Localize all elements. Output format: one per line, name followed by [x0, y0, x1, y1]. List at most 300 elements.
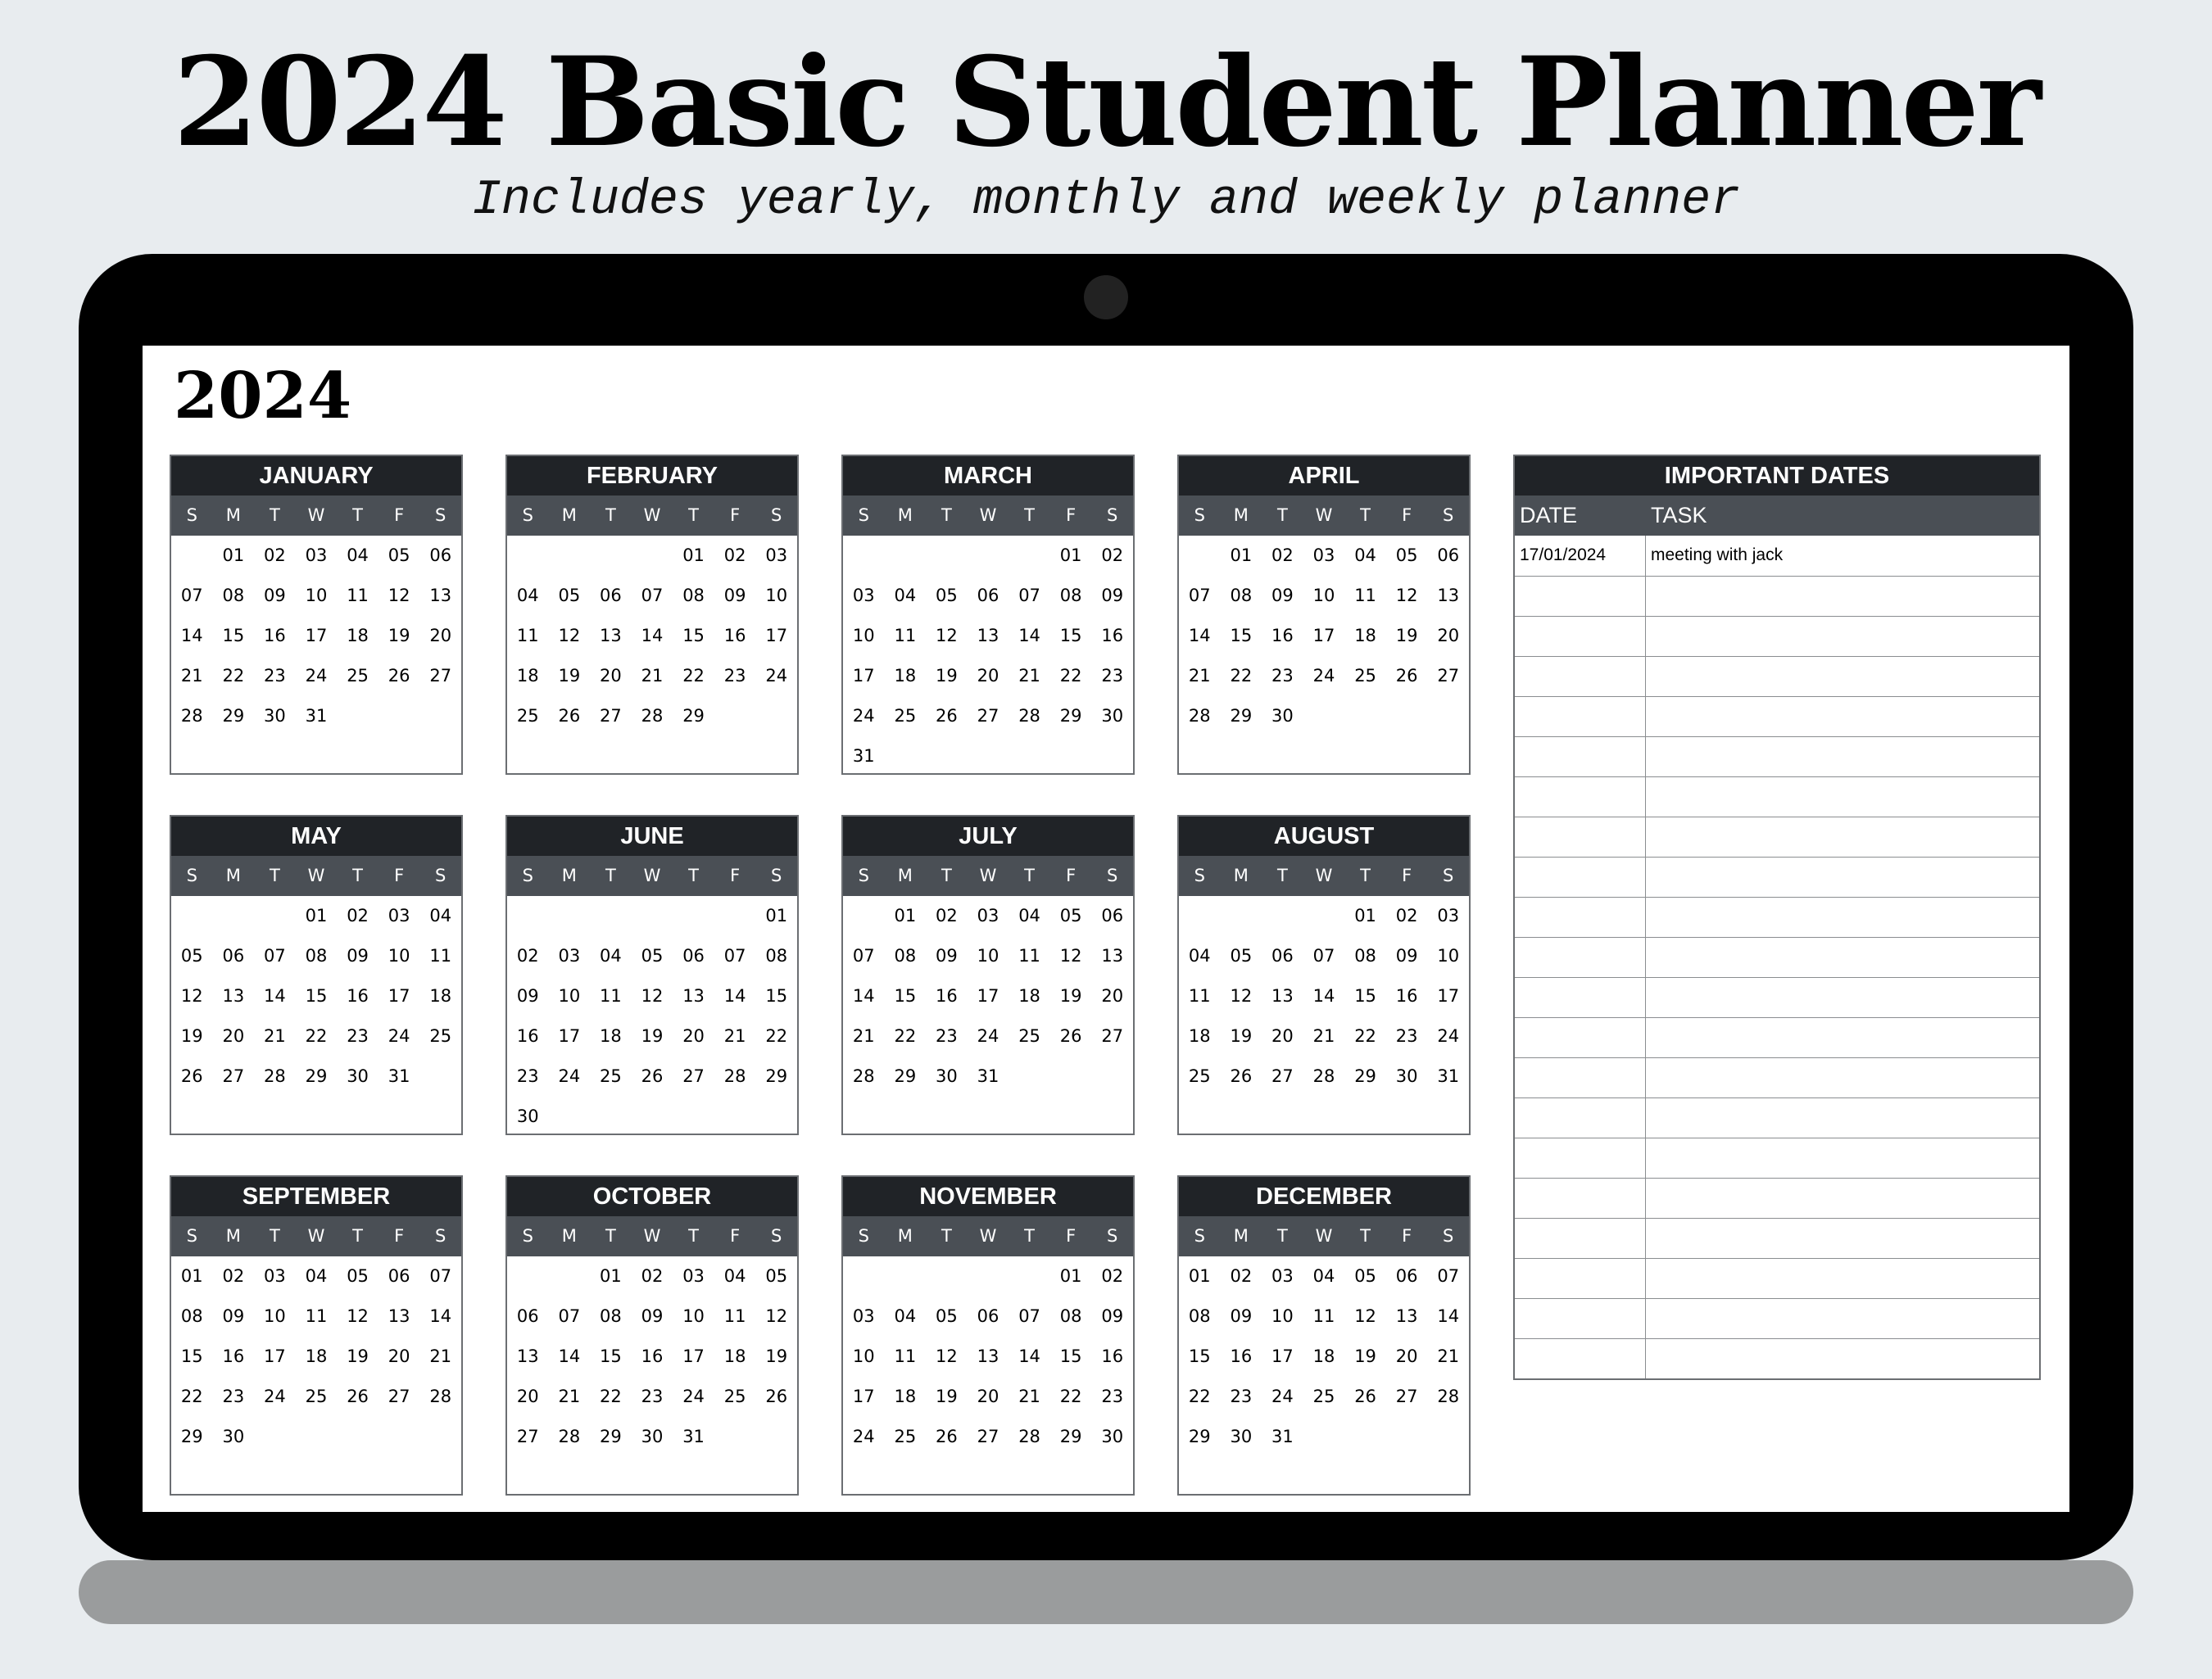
day-cell[interactable]: 21: [723, 1026, 746, 1046]
day-cell[interactable]: 09: [1271, 586, 1294, 605]
day-cell[interactable]: 14: [1437, 1306, 1460, 1326]
day-cell[interactable]: 20: [388, 1346, 410, 1366]
day-cell[interactable]: 03: [1437, 906, 1460, 925]
day-cell[interactable]: 14: [723, 986, 746, 1006]
day-cell[interactable]: 07: [1312, 946, 1335, 966]
task-cell[interactable]: meeting with jack: [1651, 545, 1784, 564]
day-cell[interactable]: 15: [1230, 626, 1253, 645]
day-cell[interactable]: 24: [388, 1026, 410, 1046]
day-cell[interactable]: 11: [1188, 986, 1211, 1006]
day-cell[interactable]: 25: [894, 706, 917, 726]
day-cell[interactable]: 02: [1230, 1266, 1253, 1286]
day-cell[interactable]: 21: [1312, 1026, 1335, 1046]
day-cell[interactable]: 10: [305, 586, 328, 605]
day-cell[interactable]: 19: [641, 1026, 664, 1046]
day-cell[interactable]: 20: [1271, 1026, 1294, 1046]
day-cell[interactable]: 03: [682, 1266, 705, 1286]
date-cell[interactable]: [1515, 898, 1646, 937]
day-cell[interactable]: 29: [765, 1066, 788, 1086]
day-cell[interactable]: 11: [723, 1306, 746, 1326]
day-cell[interactable]: 28: [264, 1066, 286, 1086]
task-cell[interactable]: [1646, 1058, 2039, 1097]
task-cell[interactable]: [1646, 1299, 2039, 1338]
day-cell[interactable]: 30: [1271, 706, 1294, 726]
day-cell[interactable]: 26: [936, 1427, 958, 1446]
day-cell[interactable]: 27: [222, 1066, 245, 1086]
day-cell[interactable]: 20: [1101, 986, 1124, 1006]
day-cell[interactable]: 11: [600, 986, 622, 1006]
date-cell[interactable]: [1515, 1058, 1646, 1097]
day-cell[interactable]: 16: [936, 986, 958, 1006]
day-cell[interactable]: 31: [852, 746, 875, 766]
day-cell[interactable]: 24: [1312, 666, 1335, 686]
day-cell[interactable]: 04: [347, 545, 369, 565]
day-cell[interactable]: 02: [222, 1266, 245, 1286]
day-cell[interactable]: 27: [977, 706, 999, 726]
day-cell[interactable]: 23: [1101, 1387, 1124, 1406]
day-cell[interactable]: 12: [388, 586, 410, 605]
day-cell[interactable]: 10: [852, 1346, 875, 1366]
day-cell[interactable]: 09: [1230, 1306, 1253, 1326]
day-cell[interactable]: 06: [388, 1266, 410, 1286]
day-cell[interactable]: 28: [1018, 1427, 1040, 1446]
day-cell[interactable]: 24: [765, 666, 788, 686]
day-cell[interactable]: 28: [1188, 706, 1211, 726]
day-cell[interactable]: 22: [1188, 1387, 1211, 1406]
day-cell[interactable]: 24: [1437, 1026, 1460, 1046]
day-cell[interactable]: 07: [180, 586, 203, 605]
day-cell[interactable]: 03: [305, 545, 328, 565]
day-cell[interactable]: 08: [1059, 1306, 1082, 1326]
day-cell[interactable]: 29: [1354, 1066, 1376, 1086]
day-cell[interactable]: 07: [1018, 586, 1040, 605]
day-cell[interactable]: 04: [894, 1306, 917, 1326]
day-cell[interactable]: 11: [516, 626, 539, 645]
day-cell[interactable]: 26: [180, 1066, 203, 1086]
day-cell[interactable]: 25: [429, 1026, 452, 1046]
day-cell[interactable]: 23: [1271, 666, 1294, 686]
day-cell[interactable]: 07: [264, 946, 286, 966]
day-cell[interactable]: 30: [641, 1427, 664, 1446]
day-cell[interactable]: 21: [180, 666, 203, 686]
day-cell[interactable]: 30: [264, 706, 286, 726]
day-cell[interactable]: 06: [977, 586, 999, 605]
day-cell[interactable]: 16: [347, 986, 369, 1006]
day-cell[interactable]: 09: [516, 986, 539, 1006]
day-cell[interactable]: 26: [1059, 1026, 1082, 1046]
day-cell[interactable]: 26: [1354, 1387, 1376, 1406]
task-cell[interactable]: [1646, 617, 2039, 656]
day-cell[interactable]: 25: [1188, 1066, 1211, 1086]
day-cell[interactable]: 26: [641, 1066, 664, 1086]
day-cell[interactable]: 14: [1018, 626, 1040, 645]
day-cell[interactable]: 04: [894, 586, 917, 605]
day-cell[interactable]: 14: [641, 626, 664, 645]
task-cell[interactable]: [1646, 577, 2039, 616]
day-cell[interactable]: 12: [1395, 586, 1418, 605]
day-cell[interactable]: 17: [305, 626, 328, 645]
day-cell[interactable]: 20: [682, 1026, 705, 1046]
day-cell[interactable]: 16: [1101, 626, 1124, 645]
day-cell[interactable]: 22: [1354, 1026, 1376, 1046]
day-cell[interactable]: 16: [1395, 986, 1418, 1006]
day-cell[interactable]: 15: [1188, 1346, 1211, 1366]
day-cell[interactable]: 19: [1230, 1026, 1253, 1046]
day-cell[interactable]: 24: [682, 1387, 705, 1406]
day-cell[interactable]: 03: [852, 586, 875, 605]
day-cell[interactable]: 01: [180, 1266, 203, 1286]
task-cell[interactable]: [1646, 657, 2039, 696]
day-cell[interactable]: 30: [936, 1066, 958, 1086]
day-cell[interactable]: 19: [1354, 1346, 1376, 1366]
day-cell[interactable]: 26: [1395, 666, 1418, 686]
day-cell[interactable]: 02: [641, 1266, 664, 1286]
task-cell[interactable]: [1646, 858, 2039, 897]
day-cell[interactable]: 22: [1059, 666, 1082, 686]
day-cell[interactable]: 27: [682, 1066, 705, 1086]
day-cell[interactable]: 26: [1230, 1066, 1253, 1086]
day-cell[interactable]: 30: [516, 1107, 539, 1126]
task-cell[interactable]: [1646, 978, 2039, 1017]
day-cell[interactable]: 06: [1271, 946, 1294, 966]
day-cell[interactable]: 29: [180, 1427, 203, 1446]
day-cell[interactable]: 05: [558, 586, 581, 605]
day-cell[interactable]: 03: [852, 1306, 875, 1326]
day-cell[interactable]: 13: [1395, 1306, 1418, 1326]
day-cell[interactable]: 19: [1059, 986, 1082, 1006]
date-cell[interactable]: [1515, 1219, 1646, 1258]
day-cell[interactable]: 15: [1059, 626, 1082, 645]
day-cell[interactable]: 01: [765, 906, 788, 925]
day-cell[interactable]: 20: [977, 1387, 999, 1406]
task-cell[interactable]: [1646, 1339, 2039, 1378]
day-cell[interactable]: 27: [600, 706, 622, 726]
day-cell[interactable]: 04: [429, 906, 452, 925]
day-cell[interactable]: 19: [936, 1387, 958, 1406]
day-cell[interactable]: 18: [429, 986, 452, 1006]
task-cell[interactable]: [1646, 737, 2039, 776]
day-cell[interactable]: 26: [936, 706, 958, 726]
date-cell[interactable]: [1515, 858, 1646, 897]
day-cell[interactable]: 18: [1354, 626, 1376, 645]
day-cell[interactable]: 13: [682, 986, 705, 1006]
day-cell[interactable]: 11: [1354, 586, 1376, 605]
day-cell[interactable]: 12: [641, 986, 664, 1006]
day-cell[interactable]: 04: [723, 1266, 746, 1286]
day-cell[interactable]: 10: [264, 1306, 286, 1326]
day-cell[interactable]: 22: [894, 1026, 917, 1046]
day-cell[interactable]: 03: [388, 906, 410, 925]
day-cell[interactable]: 20: [429, 626, 452, 645]
day-cell[interactable]: 13: [222, 986, 245, 1006]
day-cell[interactable]: 02: [1395, 906, 1418, 925]
day-cell[interactable]: 26: [765, 1387, 788, 1406]
day-cell[interactable]: 16: [222, 1346, 245, 1366]
day-cell[interactable]: 26: [347, 1387, 369, 1406]
day-cell[interactable]: 16: [516, 1026, 539, 1046]
task-cell[interactable]: [1646, 1179, 2039, 1218]
day-cell[interactable]: 23: [347, 1026, 369, 1046]
day-cell[interactable]: 17: [977, 986, 999, 1006]
day-cell[interactable]: 12: [936, 626, 958, 645]
day-cell[interactable]: 13: [1437, 586, 1460, 605]
day-cell[interactable]: 18: [1312, 1346, 1335, 1366]
day-cell[interactable]: 27: [1271, 1066, 1294, 1086]
day-cell[interactable]: 30: [1395, 1066, 1418, 1086]
day-cell[interactable]: 23: [516, 1066, 539, 1086]
day-cell[interactable]: 07: [1188, 586, 1211, 605]
day-cell[interactable]: 10: [765, 586, 788, 605]
day-cell[interactable]: 29: [682, 706, 705, 726]
day-cell[interactable]: 10: [1312, 586, 1335, 605]
day-cell[interactable]: 17: [1437, 986, 1460, 1006]
date-cell[interactable]: [1515, 817, 1646, 857]
day-cell[interactable]: 12: [1059, 946, 1082, 966]
day-cell[interactable]: 11: [894, 1346, 917, 1366]
day-cell[interactable]: 16: [1101, 1346, 1124, 1366]
day-cell[interactable]: 21: [1018, 1387, 1040, 1406]
day-cell[interactable]: 03: [558, 946, 581, 966]
day-cell[interactable]: 29: [222, 706, 245, 726]
day-cell[interactable]: 01: [1059, 545, 1082, 565]
day-cell[interactable]: 26: [558, 706, 581, 726]
date-cell[interactable]: [1515, 1179, 1646, 1218]
date-cell[interactable]: [1515, 577, 1646, 616]
day-cell[interactable]: 31: [1271, 1427, 1294, 1446]
day-cell[interactable]: 03: [765, 545, 788, 565]
day-cell[interactable]: 08: [222, 586, 245, 605]
day-cell[interactable]: 08: [600, 1306, 622, 1326]
day-cell[interactable]: 23: [1101, 666, 1124, 686]
day-cell[interactable]: 05: [1395, 545, 1418, 565]
day-cell[interactable]: 05: [936, 586, 958, 605]
day-cell[interactable]: 08: [305, 946, 328, 966]
day-cell[interactable]: 03: [1312, 545, 1335, 565]
day-cell[interactable]: 19: [388, 626, 410, 645]
date-cell[interactable]: [1515, 657, 1646, 696]
day-cell[interactable]: 11: [894, 626, 917, 645]
day-cell[interactable]: 20: [977, 666, 999, 686]
day-cell[interactable]: 18: [600, 1026, 622, 1046]
date-cell[interactable]: [1515, 697, 1646, 736]
day-cell[interactable]: 18: [1018, 986, 1040, 1006]
day-cell[interactable]: 28: [723, 1066, 746, 1086]
day-cell[interactable]: 22: [600, 1387, 622, 1406]
day-cell[interactable]: 11: [347, 586, 369, 605]
task-cell[interactable]: [1646, 697, 2039, 736]
day-cell[interactable]: 12: [1230, 986, 1253, 1006]
date-cell[interactable]: [1515, 1138, 1646, 1178]
day-cell[interactable]: 13: [600, 626, 622, 645]
day-cell[interactable]: 12: [347, 1306, 369, 1326]
day-cell[interactable]: 29: [1059, 1427, 1082, 1446]
day-cell[interactable]: 04: [1188, 946, 1211, 966]
day-cell[interactable]: 25: [1312, 1387, 1335, 1406]
day-cell[interactable]: 18: [894, 666, 917, 686]
day-cell[interactable]: 02: [1101, 545, 1124, 565]
date-cell[interactable]: 17/01/2024: [1515, 536, 1646, 576]
day-cell[interactable]: 08: [894, 946, 917, 966]
day-cell[interactable]: 07: [558, 1306, 581, 1326]
day-cell[interactable]: 13: [1271, 986, 1294, 1006]
day-cell[interactable]: 24: [977, 1026, 999, 1046]
day-cell[interactable]: 07: [641, 586, 664, 605]
day-cell[interactable]: 28: [1018, 706, 1040, 726]
day-cell[interactable]: 19: [347, 1346, 369, 1366]
day-cell[interactable]: 17: [558, 1026, 581, 1046]
day-cell[interactable]: 14: [1312, 986, 1335, 1006]
day-cell[interactable]: 07: [429, 1266, 452, 1286]
day-cell[interactable]: 14: [1018, 1346, 1040, 1366]
day-cell[interactable]: 23: [723, 666, 746, 686]
day-cell[interactable]: 02: [516, 946, 539, 966]
day-cell[interactable]: 08: [1230, 586, 1253, 605]
day-cell[interactable]: 23: [264, 666, 286, 686]
day-cell[interactable]: 21: [852, 1026, 875, 1046]
day-cell[interactable]: 04: [1312, 1266, 1335, 1286]
day-cell[interactable]: 19: [1395, 626, 1418, 645]
task-cell[interactable]: [1646, 1219, 2039, 1258]
day-cell[interactable]: 12: [936, 1346, 958, 1366]
day-cell[interactable]: 15: [1354, 986, 1376, 1006]
day-cell[interactable]: 10: [558, 986, 581, 1006]
day-cell[interactable]: 06: [429, 545, 452, 565]
day-cell[interactable]: 21: [1018, 666, 1040, 686]
day-cell[interactable]: 07: [852, 946, 875, 966]
day-cell[interactable]: 10: [682, 1306, 705, 1326]
day-cell[interactable]: 06: [1437, 545, 1460, 565]
day-cell[interactable]: 05: [1354, 1266, 1376, 1286]
date-cell[interactable]: [1515, 938, 1646, 977]
day-cell[interactable]: 17: [1312, 626, 1335, 645]
task-cell[interactable]: [1646, 898, 2039, 937]
day-cell[interactable]: 18: [305, 1346, 328, 1366]
day-cell[interactable]: 23: [222, 1387, 245, 1406]
day-cell[interactable]: 27: [429, 666, 452, 686]
day-cell[interactable]: 21: [1437, 1346, 1460, 1366]
date-cell[interactable]: [1515, 1259, 1646, 1298]
day-cell[interactable]: 15: [600, 1346, 622, 1366]
day-cell[interactable]: 24: [558, 1066, 581, 1086]
day-cell[interactable]: 13: [388, 1306, 410, 1326]
day-cell[interactable]: 22: [305, 1026, 328, 1046]
day-cell[interactable]: 04: [516, 586, 539, 605]
day-cell[interactable]: 24: [852, 1427, 875, 1446]
day-cell[interactable]: 20: [1395, 1346, 1418, 1366]
day-cell[interactable]: 25: [347, 666, 369, 686]
day-cell[interactable]: 02: [936, 906, 958, 925]
day-cell[interactable]: 06: [600, 586, 622, 605]
day-cell[interactable]: 31: [977, 1066, 999, 1086]
day-cell[interactable]: 25: [1354, 666, 1376, 686]
day-cell[interactable]: 06: [516, 1306, 539, 1326]
day-cell[interactable]: 25: [305, 1387, 328, 1406]
day-cell[interactable]: 28: [558, 1427, 581, 1446]
day-cell[interactable]: 24: [264, 1387, 286, 1406]
day-cell[interactable]: 12: [558, 626, 581, 645]
day-cell[interactable]: 08: [682, 586, 705, 605]
day-cell[interactable]: 15: [180, 1346, 203, 1366]
day-cell[interactable]: 05: [765, 1266, 788, 1286]
task-cell[interactable]: [1646, 1259, 2039, 1298]
date-cell[interactable]: [1515, 1018, 1646, 1057]
day-cell[interactable]: 09: [1395, 946, 1418, 966]
day-cell[interactable]: 22: [180, 1387, 203, 1406]
day-cell[interactable]: 31: [682, 1427, 705, 1446]
day-cell[interactable]: 21: [429, 1346, 452, 1366]
date-cell[interactable]: [1515, 1299, 1646, 1338]
day-cell[interactable]: 12: [1354, 1306, 1376, 1326]
day-cell[interactable]: 15: [765, 986, 788, 1006]
day-cell[interactable]: 04: [1018, 906, 1040, 925]
day-cell[interactable]: 12: [180, 986, 203, 1006]
day-cell[interactable]: 29: [1230, 706, 1253, 726]
task-cell[interactable]: [1646, 938, 2039, 977]
day-cell[interactable]: 14: [558, 1346, 581, 1366]
day-cell[interactable]: 15: [682, 626, 705, 645]
day-cell[interactable]: 13: [1101, 946, 1124, 966]
day-cell[interactable]: 18: [894, 1387, 917, 1406]
day-cell[interactable]: 25: [723, 1387, 746, 1406]
day-cell[interactable]: 06: [222, 946, 245, 966]
day-cell[interactable]: 15: [1059, 1346, 1082, 1366]
day-cell[interactable]: 29: [305, 1066, 328, 1086]
day-cell[interactable]: 08: [1059, 586, 1082, 605]
day-cell[interactable]: 25: [894, 1427, 917, 1446]
day-cell[interactable]: 11: [1018, 946, 1040, 966]
day-cell[interactable]: 18: [1188, 1026, 1211, 1046]
day-cell[interactable]: 10: [852, 626, 875, 645]
day-cell[interactable]: 09: [347, 946, 369, 966]
day-cell[interactable]: 20: [1437, 626, 1460, 645]
day-cell[interactable]: 29: [894, 1066, 917, 1086]
day-cell[interactable]: 02: [1101, 1266, 1124, 1286]
day-cell[interactable]: 19: [936, 666, 958, 686]
day-cell[interactable]: 23: [1395, 1026, 1418, 1046]
day-cell[interactable]: 05: [641, 946, 664, 966]
day-cell[interactable]: 05: [936, 1306, 958, 1326]
day-cell[interactable]: 30: [347, 1066, 369, 1086]
day-cell[interactable]: 13: [516, 1346, 539, 1366]
day-cell[interactable]: 08: [1354, 946, 1376, 966]
day-cell[interactable]: 09: [1101, 1306, 1124, 1326]
day-cell[interactable]: 15: [222, 626, 245, 645]
day-cell[interactable]: 30: [222, 1427, 245, 1446]
day-cell[interactable]: 12: [765, 1306, 788, 1326]
day-cell[interactable]: 27: [388, 1387, 410, 1406]
day-cell[interactable]: 05: [180, 946, 203, 966]
day-cell[interactable]: 16: [1271, 626, 1294, 645]
day-cell[interactable]: 17: [682, 1346, 705, 1366]
day-cell[interactable]: 10: [977, 946, 999, 966]
day-cell[interactable]: 16: [723, 626, 746, 645]
day-cell[interactable]: 25: [1018, 1026, 1040, 1046]
task-cell[interactable]: [1646, 1138, 2039, 1178]
day-cell[interactable]: 29: [600, 1427, 622, 1446]
day-cell[interactable]: 16: [264, 626, 286, 645]
day-cell[interactable]: 23: [641, 1387, 664, 1406]
day-cell[interactable]: 02: [347, 906, 369, 925]
date-cell[interactable]: [1515, 617, 1646, 656]
day-cell[interactable]: 08: [180, 1306, 203, 1326]
day-cell[interactable]: 17: [852, 1387, 875, 1406]
day-cell[interactable]: 05: [347, 1266, 369, 1286]
day-cell[interactable]: 14: [852, 986, 875, 1006]
day-cell[interactable]: 16: [641, 1346, 664, 1366]
day-cell[interactable]: 09: [641, 1306, 664, 1326]
day-cell[interactable]: 05: [1230, 946, 1253, 966]
day-cell[interactable]: 07: [1437, 1266, 1460, 1286]
